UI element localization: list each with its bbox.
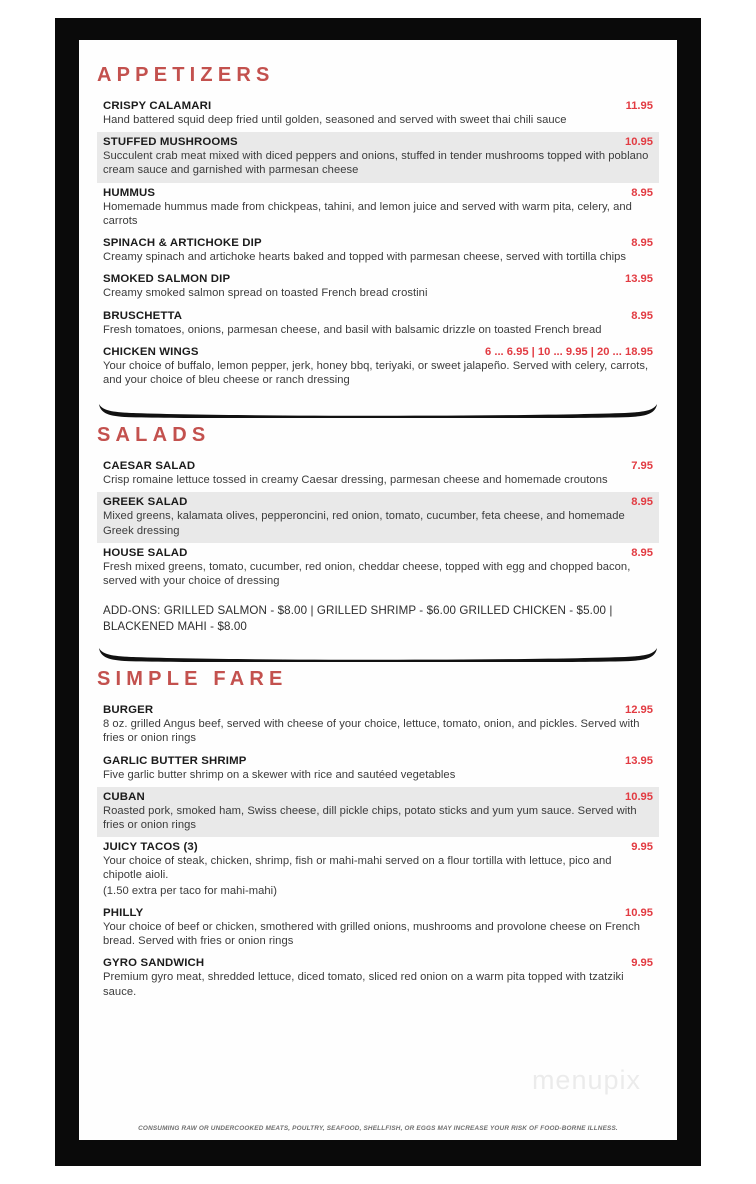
menu-item[interactable]: [97, 787, 659, 837]
food-safety-disclaimer: CONSUMING RAW OR UNDERCOOKED MEATS, POULTRY, SEAFOOD, SHELLFISH, OR EGGS MAY INCREASE YOUR RISK OF FOOD-BORNE ILLNESS.: [138, 1125, 618, 1132]
menu-item-description: 8 oz. grilled Angus beef, served with cheese of your choice, lettuce, tomato, onion, and pickles. Served with fries or onion rings: [103, 718, 640, 745]
menu-item-name: BURGER: [103, 704, 154, 717]
menu-item[interactable]: [97, 903, 659, 953]
menu-item[interactable]: [97, 492, 659, 542]
section-appetizers: [97, 64, 659, 392]
section-divider-brush-icon: [97, 645, 659, 662]
menu-item-name: GARLIC BUTTER SHRIMP: [103, 754, 247, 767]
menu-item-price: 8.95: [631, 546, 653, 559]
menu-item-name: HOUSE SALAD: [103, 546, 188, 559]
menu-item-head: [103, 841, 653, 853]
menu-item-head: [103, 907, 653, 919]
menu-item-description: Premium gyro meat, shredded lettuce, diced tomato, sliced red onion on a warm pita topped with tzatziki sauce.: [103, 971, 624, 998]
menu-item-name: HUMMUS: [103, 186, 156, 199]
menu-item-price: 10.95: [625, 790, 653, 803]
menu-item-price: 10.95: [625, 906, 653, 919]
menu-item-description: Your choice of buffalo, lemon pepper, jerk, honey bbq, teriyaki, or sweet jalapeño. Served with celery, carrots, and your choice of bleu cheese or ranch dressing: [103, 359, 649, 386]
section-title-appetizers: APPETIZERS: [97, 64, 275, 86]
menu-item[interactable]: [97, 342, 659, 392]
menu-item[interactable]: [97, 456, 659, 492]
menu-item[interactable]: [97, 837, 659, 903]
menu-item-description: Hand battered squid deep fried until golden, seasoned and served with sweet thai chili sauce: [103, 114, 567, 126]
menu-item-name: GREEK SALAD: [103, 496, 188, 509]
menu-item[interactable]: [97, 751, 659, 787]
menu-item-head: [103, 547, 653, 559]
menu-item-name: SMOKED SALMON DIP: [103, 273, 231, 286]
menu-item-head: [103, 346, 653, 358]
menu-item-description: Creamy spinach and artichoke hearts baked and topped with parmesan cheese, served with tortilla chips: [103, 251, 627, 264]
menu-item-name: CUBAN: [103, 790, 145, 803]
menu-item-description: Five garlic butter shrimp on a skewer with rice and sautéed vegetables: [103, 768, 456, 781]
menu-item-price: 13.95: [625, 273, 653, 286]
menu-item-description: Your choice of beef or chicken, smothered with grilled onions, mushrooms and provolone cheese on French bread. Served with fries or onion rings: [103, 920, 641, 948]
menu-item-price: 8.95: [631, 496, 653, 509]
menu-item[interactable]: [97, 183, 659, 233]
menu-item-name: JUICY TACOS (3): [103, 841, 198, 854]
menu-item[interactable]: [97, 96, 659, 132]
menu-item-price: 8.95: [631, 309, 653, 322]
menu-item-head: [103, 100, 653, 112]
menu-item-head: [103, 273, 653, 285]
section-body-salads: [97, 456, 659, 636]
menu-item-name: PHILLY: [103, 906, 144, 919]
menu-item-description: Mixed greens, kalamata olives, pepperoncini, red onion, tomato, cucumber, feta cheese, and homemade Greek dressing: [103, 510, 625, 537]
menu-item-head: [103, 310, 653, 322]
menu-item-description: Homemade hummus made from chickpeas, tahini, and lemon juice and served with warm pita, celery, and carrots: [103, 200, 632, 227]
menu-item-description: Roasted pork, smoked ham, Swiss cheese, dill pickle chips, potato sticks and yum yum sauce. Served with fries or onion rings: [103, 804, 637, 831]
menu-item-name: GYRO SANDWICH: [103, 957, 205, 970]
menu-item[interactable]: [97, 953, 659, 1003]
menu-item[interactable]: [97, 306, 659, 342]
menu-item-name: BRUSCHETTA: [103, 309, 183, 322]
menu-item-description-note: (1.50 extra per taco for mahi-mahi): [103, 884, 277, 897]
salad-addons-note: ADD-ONS: GRILLED SALMON - $8.00 | GRILLED SHRIMP - $6.00 GRILLED CHICKEN - $5.00 | BLACKENED MAHI - $8.00: [103, 604, 613, 633]
menu-content: [79, 40, 677, 1140]
menu-item-description: Crisp romaine lettuce tossed in creamy Caesar dressing, parmesan cheese and homemade croutons: [103, 474, 608, 487]
menupix-watermark: menupix: [531, 1065, 641, 1095]
menu-page: [79, 40, 677, 1140]
menu-item-head: [103, 187, 653, 199]
menu-item[interactable]: [97, 132, 659, 182]
menu-item-head: [103, 791, 653, 803]
menu-item-head: [103, 704, 653, 716]
menu-item-head: [103, 237, 653, 249]
menu-item-name: STUFFED MUSHROOMS: [103, 136, 238, 149]
menu-item-head: [103, 136, 653, 148]
menu-item-name: CAESAR SALAD: [103, 460, 196, 473]
menu-item-price: 12.95: [625, 704, 653, 717]
menu-item[interactable]: [97, 543, 659, 593]
menu-item-head: [103, 755, 653, 767]
menu-item-price: 8.95: [631, 237, 653, 250]
menu-item-description: Fresh mixed greens, tomato, cucumber, red onion, cheddar cheese, topped with egg and chopped bacon, served with your choice of dressing: [103, 560, 631, 588]
menu-item-price: 9.95: [631, 957, 653, 970]
menu-item-description: Your choice of steak, chicken, shrimp, fish or mahi-mahi served on a flour tortilla with lettuce, pico and chipotle aioli.: [103, 855, 612, 882]
menu-item[interactable]: [97, 233, 659, 269]
menu-item-description: Fresh tomatoes, onions, parmesan cheese, and basil with balsamic drizzle on toasted French bread: [103, 323, 602, 336]
menu-item-price: 6 ... 6.95 | 10 ... 9.95 | 20 ... 18.95: [485, 345, 653, 358]
menu-item-price: 9.95: [631, 841, 653, 854]
section-body-appetizers: [97, 96, 659, 392]
menu-item-name: CRISPY CALAMARI: [103, 100, 212, 112]
section-title-salads: SALADS: [97, 424, 211, 447]
section-body-simple-fare: [97, 700, 659, 1004]
menu-item-head: [103, 957, 653, 969]
section-title-simple-fare: SIMPLE FARE: [97, 668, 288, 691]
section-divider-brush-icon: [97, 401, 659, 418]
menu-item-description: Succulent crab meat mixed with diced peppers and onions, stuffed in tender mushrooms topped with poblano cream sauce and garnished with parmesan cheese: [103, 150, 649, 177]
menu-item-price: 8.95: [631, 186, 653, 199]
menu-item-price: 13.95: [625, 754, 653, 767]
menu-item-price: 10.95: [625, 136, 653, 149]
menu-item[interactable]: [97, 700, 659, 750]
menu-item-name: SPINACH & ARTICHOKE DIP: [103, 237, 262, 250]
section-salads: [97, 424, 659, 636]
menu-item-description: Creamy smoked salmon spread on toasted French bread crostini: [103, 287, 428, 300]
menu-item-price: 11.95: [625, 100, 653, 112]
menu-item-head: [103, 496, 653, 508]
menu-item-name: CHICKEN WINGS: [103, 345, 199, 358]
menu-item-price: 7.95: [631, 460, 653, 473]
menu-item-head: [103, 460, 653, 472]
section-simple-fare: [97, 668, 659, 1004]
menu-item[interactable]: [97, 269, 659, 305]
menu-frame-border: [55, 18, 701, 1166]
